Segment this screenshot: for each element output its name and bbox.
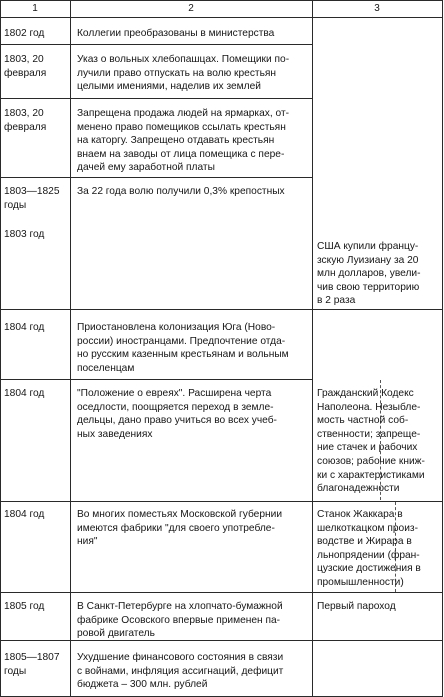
row-separator (1, 98, 313, 99)
row-russia-event: Приостановлена колонизация Юга (Ново- россии) иностранцами. Предпочтение отда- но русским казенным крестьянам и вольным поселенцам (77, 322, 289, 374)
row-date: 1802 год (4, 28, 45, 39)
row-separator (1, 309, 443, 310)
row-date: 1804 год (4, 509, 45, 520)
row-separator (1, 379, 313, 380)
row-russia-event: Во многих поместьях Московской губернии имеются фабрики "для своего употребле- ния" (77, 509, 283, 548)
row-date: 1803, 20 февраля (4, 108, 47, 133)
row-separator (1, 592, 443, 593)
header-col-2: 2 (188, 3, 194, 14)
row-date: 1804 год (4, 322, 45, 333)
row-russia-event: За 22 года волю получили 0,3% крепостных (77, 186, 285, 197)
header-col-1: 1 (32, 3, 38, 14)
table-top-border (1, 0, 443, 1)
row-russia-event: Указ о вольных хлебопашцах. Помещики по- лучили право отпускать на волю крестьян целыми имениями, наделив их землей (77, 54, 290, 93)
row-russia-event: В Санкт-Петербурге на хлопчато-бумажной фабрике Осовского впервые применен па- ровой двигатель (77, 601, 283, 640)
row-date: 1805 год (4, 601, 45, 612)
row-date: 1803, 20 февраля (4, 54, 47, 79)
row-world-event: Первый пароход (317, 601, 396, 612)
row-russia-event: Запрещена продажа людей на ярмарках, от- менено право помещиков ссылать крестьян на каторгу. Запрещено отдавать крестьян внаем на заводы от лица помещика с пере- дачей ему заработной платы (77, 108, 290, 174)
row-separator (1, 177, 313, 178)
row-date: 1803—1825 годы (4, 186, 60, 211)
header-col-3: 3 (374, 3, 380, 14)
row-world-event: Гражданский Кодекс Наполеона. Незыбле- мость частной соб- ственности; запреще- ние стачек и рабочих союзов; рабочие книж- ки с характеристиками благонадежности (317, 388, 425, 495)
row-date: 1803 год (4, 229, 45, 240)
row-world-event: США купили францу- зскую Луизиану за 20 млн долларов, увели- чив свою территорию в 2 раза (317, 241, 421, 307)
row-separator (1, 501, 443, 502)
row-date: 1804 год (4, 388, 45, 399)
header-bottom-border (1, 17, 443, 18)
row-russia-event: "Положение о евреях". Расширена черта оседлости, поощряется переход в земле- дельцы, дано право учиться во всех учеб- ных заведениях (77, 388, 277, 440)
row-separator (1, 44, 313, 45)
row-russia-event: Ухудшение финансового состояния в связи с войнами, инфляция ассигнаций, дефицит бюджета – 300 млн. рублей (77, 652, 284, 691)
row-russia-event: Коллегии преобразованы в министерства (77, 28, 275, 39)
row-world-event: Станок Жаккара в шелкоткацком произ- водстве и Жирара в льнопрядении (фран- цузские достижения в промышленности) (317, 509, 421, 588)
row-date: 1805—1807 годы (4, 652, 60, 677)
